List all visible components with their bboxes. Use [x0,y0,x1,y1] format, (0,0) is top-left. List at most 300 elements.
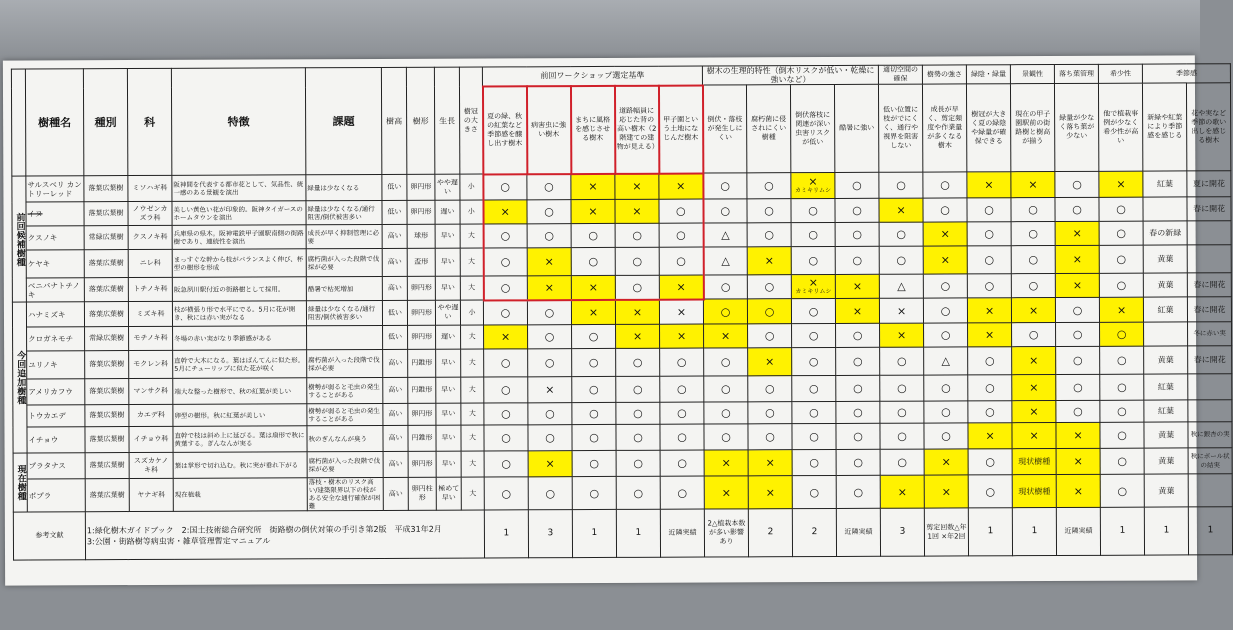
rating-cell: ○ [880,401,924,423]
tree-name: イヌ [26,202,84,226]
rating-cell: × [571,173,615,199]
ws-criteria-header-2: まちに風格を感じさせる樹木 [570,85,614,173]
tree-family: トチノキ科 [128,277,172,301]
rating-cell: △ [879,274,923,298]
tree-growth: 早い [435,248,460,276]
rating-cell: ○ [528,477,572,510]
physiology-criteria-header-0: 倒伏・落枝が発生しにくい [703,85,747,173]
tree-crown: 大 [461,325,484,349]
tree-feature: 卵型の樹形。秋に紅葉が美しい [173,404,307,427]
rating-cell: △ [703,223,747,247]
tree-family: ノウゼンカズラ科 [128,201,172,225]
rating-cell: × [1012,347,1056,375]
rating-cell: ○ [747,199,791,223]
tree-feature: 阪神間を代表する都市花として、気品性、統一感のある景観を演出 [172,175,306,202]
reference-source: 1 [1188,507,1232,555]
ws-criteria-header-3: 道路幅員に応じた背の高い樹木（2階建ての建物が見える） [614,85,658,173]
tree-kind: 落葉広葉樹 [85,405,129,427]
rating-cell: ○ [748,402,792,424]
rating-cell: ○ [616,476,660,509]
rating-symbol: × [808,275,819,289]
rating-cell: ○ [1100,422,1144,448]
rating-cell: ○ [1055,297,1099,322]
tree-issue: 秋のぎんなんが臭う [307,425,383,451]
rating-cell: ○ [836,475,880,508]
rating-cell: ○ [1100,322,1144,346]
tree-form: 円錐形 [408,349,436,377]
rating-cell: ○ [1056,322,1100,346]
tree-issue: 緑量は少なくなる/通行阻害/倒伏被害多い [306,200,382,224]
rating-cell: × [1012,401,1056,423]
rating-cell: ○ [792,423,836,449]
rating-cell: ○ [704,402,748,424]
tree-feature: 枝が横張り形で水平にでる。5月に花が開き、秋には赤い実がなる [172,301,306,327]
tree-form: 卵円形 [407,200,435,224]
rating-cell: 春の新緑 [1143,221,1187,245]
header-height: 樹高 [381,67,406,174]
rating-cell: × [748,348,792,376]
tree-kind: 落葉広葉樹 [84,202,128,226]
reference-line-2: 3:公園・街路樹等病虫害・雑草管理暫定マニュアル [86,535,271,546]
tree-name: ユリノキ [27,351,85,379]
tree-crown: 小 [460,300,483,325]
rating-cell: ○ [615,247,659,275]
leaf-criteria-header: 緑量が少なく落ち葉が少ない [1055,83,1099,171]
rating-cell: ○ [923,198,967,222]
tree-crown: 大 [460,224,483,248]
reference-source: 2 [748,509,792,557]
rating-cell [1143,197,1187,221]
tree-form: 円錐形 [408,425,436,451]
reference-source: 1 [616,509,660,557]
rating-cell: × [880,323,924,347]
rating-cell: ○ [967,246,1011,274]
rating-cell: ○ [924,423,968,449]
reference-row [13,507,1232,560]
header-growth: 生長 [434,67,459,174]
rating-cell: ○ [484,377,528,403]
tree-issue: 腐朽菌が入った段階で伐採が必要 [307,349,383,377]
reference-source: 1 [484,510,528,558]
rating-cell: × [1055,273,1099,297]
rating-cell: ○ [703,299,747,324]
tree-issue: 樹勢が弱ると毛虫の発生することがある [307,377,383,403]
group-label: 今回追加樹種 [12,302,27,453]
rating-cell: ○ [1055,171,1099,197]
tree-name: イチョウ [27,427,85,453]
rating-cell: ○ [484,403,528,425]
rating-cell: ○ [836,347,880,375]
rating-cell: △ [924,347,968,375]
rating-cell: 紅葉 [1143,297,1187,322]
rating-cell: × [967,298,1011,323]
tree-family: イチョウ科 [129,426,173,452]
rating-cell: × [659,299,703,324]
rating-cell: ○ [484,477,528,510]
ws-criteria-header-4: 甲子園という土地になじんだ樹木 [658,85,702,173]
rating-cell: ○ [792,375,836,401]
tree-growth: 遅い [435,200,460,224]
rating-cell: ○ [1055,197,1099,221]
rating-cell: ○ [615,275,659,299]
reference-source: 1 [572,509,616,557]
tree-growth: 早い [436,349,461,377]
rating-cell: ○ [527,224,571,248]
rating-cell: ○ [880,347,924,375]
tree-growth: 遅い [436,325,461,349]
tree-crown: 大 [460,276,483,300]
tree-issue: 落枝・樹木のリスク高い/建築限界以下の枝がある安全な通行確保が困難 [307,477,383,510]
header-group-scene: 景観性 [1010,65,1054,84]
physiology-criteria-header-1: 腐朽菌に侵されにくい樹種 [747,85,791,173]
tree-issue: 酷暑で枯死増加 [306,276,382,300]
rating-cell: 夏に開花 [1187,171,1231,197]
header-group-rare: 希少性 [1098,64,1142,83]
scene-criteria-header: 現在の甲子園駅前の街路樹と樹高が揃う [1011,84,1055,172]
rating-cell: ○ [747,223,791,247]
rating-cell: ○ [572,450,616,476]
rating-cell: 春に開花 [1187,297,1231,322]
rating-cell: ○ [571,247,615,275]
rating-cell: ○ [792,475,836,508]
rating-cell: ○ [1100,448,1144,474]
rating-cell: 黄葉 [1143,273,1187,297]
tree-name: アメリカフウ [27,379,85,405]
tree-family: カエデ科 [129,404,173,426]
rating-cell: × [571,199,615,223]
tree-family: ミズキ科 [128,301,172,326]
rating-cell: ○ [703,275,747,299]
physiology-criteria-header-2: 倒伏落枝に関連が深い虫害リスクが低い [791,84,835,172]
tree-height: 低い [382,174,407,200]
season-criteria-header-0: 新緑や紅葉により季節感を感じる [1143,83,1187,171]
tree-growth: やや遅い [435,174,460,200]
tree-form: 球形 [407,224,435,248]
rating-cell: ○ [528,325,572,349]
rating-cell: × [484,325,528,349]
rating-cell: ○ [572,402,616,424]
reference-source: 1 [1012,508,1056,556]
rating-cell: 黄葉 [1144,422,1188,448]
rating-cell [1188,374,1232,400]
rating-cell: ○ [835,198,879,222]
rating-cell: 紅葉 [1144,374,1188,400]
reference-source: 2△植栽本数が多い影響あり [704,509,748,557]
rating-cell [1188,474,1232,507]
tree-feature: 阪急夙川駅付近の街路樹として採用。 [172,277,306,302]
rating-cell: ○ [968,347,1012,375]
rating-cell: ○ [1099,245,1143,273]
rating-cell: × [835,298,879,323]
reference-source: 3 [528,510,572,558]
rating-cell: ○ [616,424,660,450]
rating-cell: × [879,198,923,222]
rating-cell: ○ [704,348,748,376]
tree-kind: 落葉広葉樹 [84,250,128,278]
rating-cell: ○ [703,199,747,223]
reference-source: 剪定回数△年1回 ×年2回 [924,508,968,556]
rating-cell: × [483,200,527,224]
rating-cell: ○ [572,324,616,348]
rating-cell: ○ [572,376,616,402]
rating-cell: × [527,248,571,276]
rating-cell: × [835,274,879,298]
header-group-workshop: 前回ワークショップ選定基準 [482,66,702,86]
rating-cell: × [1055,221,1099,245]
rating-cell: ○ [791,298,835,323]
tree-feature: 現在植栽 [173,478,307,512]
tree-height: 高い [383,349,408,377]
rating-cell: ○ [1100,474,1144,507]
rating-cell: 紅葉 [1144,400,1188,422]
header-group-vigor: 樹勢の強さ [922,65,966,84]
tree-name: クロガネモチ [27,327,85,351]
rating-symbol: × [808,174,818,188]
rating-cell: ○ [835,246,879,274]
tree-feature: 兵庫県の県木。阪神電鉄甲子園駅南側の街路樹であり、連続性を演出 [172,225,306,250]
rating-cell: ○ [616,376,660,402]
tree-family: モチノキ科 [129,326,173,350]
tree-issue: 腐朽菌が入った段階で伐採が必要 [306,248,382,276]
tree-growth: 早い [436,403,461,425]
rating-cell: × [1012,375,1056,401]
tree-kind: 落葉広葉樹 [84,302,128,327]
tree-crown: 大 [461,349,484,377]
rating-cell: ○ [792,323,836,347]
tree-feature: まっすぐな幹から枝がバランスよく伸び、杯型の樹形を形成 [172,249,306,278]
rating-cell: ○ [660,424,704,450]
rating-cell [1188,400,1232,422]
ws-criteria-header-0: 夏の緑、秋の紅葉など季節感を醸し出す樹木 [482,86,526,174]
rating-cell: ○ [1099,273,1143,297]
rating-cell: ○ [527,200,571,224]
rating-cell: ○ [968,375,1012,401]
rating-cell: ○ [659,199,703,223]
rating-cell: ○ [968,475,1012,508]
rating-cell: ○ [616,450,660,476]
rating-cell: × [967,172,1011,198]
rating-cell: ○ [616,348,660,376]
rating-cell: × [659,275,703,299]
tree-growth: 早い [436,425,461,451]
header-form: 樹形 [406,67,434,174]
rating-cell: × [880,475,924,508]
header-issue: 課題 [305,67,381,174]
rating-cell: ○ [483,248,527,276]
rating-cell: 紅葉 [1143,171,1187,197]
header-family: 科 [127,68,171,175]
tree-family: スズカケノキ科 [129,452,173,478]
tree-height: 高い [383,403,408,425]
rating-cell: ○ [1100,374,1144,400]
rating-cell: 春に開花 [1187,197,1231,221]
rare-criteria-header: 他で植栽事例が少なく希少性が高い [1099,83,1143,171]
rating-cell: × [1056,474,1100,507]
tree-issue: 緑量は少なくなる/通行阻害/倒伏被害多い [306,300,382,325]
rating-cell: ○ [572,476,616,509]
tree-issue: 緑量は少なくなる [306,174,382,200]
rating-cell: ○ [791,222,835,246]
header-group-physiology: 樹木の生理的特性（倒木リスクが低い・乾燥に強いなど） [702,65,878,85]
tree-family: モクレン科 [129,350,173,378]
rating-cell: 春に開花 [1188,346,1232,374]
background-wall [0,0,1200,58]
rating-cell: × [924,475,968,508]
tree-growth: 早い [436,451,461,477]
rating-cell: ○ [967,222,1011,246]
season-criteria-header-1: 花や実など季節の歌い出しを感じる樹木 [1187,83,1231,171]
rating-cell: × [1099,297,1143,322]
tree-feature: 直幹で枝は斜め上に延びる。葉は扇形で秋に黄葉する。ぎんなんが実る [173,426,307,453]
rating-cell: 秋に銀杏の実 [1188,422,1232,448]
rating-cell: × [528,377,572,403]
tree-kind: 落葉広葉樹 [85,351,129,379]
reference-source: 1 [968,508,1012,556]
tree-height: 高い [382,276,407,300]
rating-cell: ○ [484,349,528,377]
rating-cell: ○ [880,423,924,449]
rating-cell: × [747,247,791,275]
rating-cell: ○ [1056,346,1100,374]
group-header-blank [11,69,25,176]
tree-issue: 樹勢が弱ると毛虫の発生することがある [307,403,383,425]
rating-cell: ○ [748,376,792,402]
rating-cell: ○ [747,275,791,299]
tree-form: 卵円形 [408,325,436,349]
tree-name: サルスベリ カントリーレッド [26,176,84,202]
tree-name: ハナミズキ [26,302,84,327]
tree-height: 高い [383,425,408,451]
tree-kind: 落葉広葉樹 [85,427,129,453]
group-label: 現在樹種 [13,453,27,512]
rating-cell: ○ [923,274,967,298]
rating-cell: 黄葉 [1144,346,1188,374]
rating-cell: ○ [879,246,923,274]
tree-feature: 冬場の赤い実がなり季節感がある [173,326,307,351]
rating-cell: ○ [703,173,747,199]
rating-cell: ○ [924,323,968,347]
rating-cell: × [704,450,748,476]
rating-cell: ○ [660,348,704,376]
rating-cell: ○ [483,224,527,248]
rating-cell: ○ [527,174,571,200]
rating-cell: × [704,476,748,509]
reference-source: 2 [792,508,836,556]
reference-source: 近隣実績 [660,509,704,557]
rating-cell: × [1012,423,1056,449]
tree-form: 卵円形 [407,300,435,325]
rating-cell: ○ [967,198,1011,222]
rating-cell [791,172,835,198]
rating-cell: ○ [528,403,572,425]
rating-cell: × [1055,245,1099,273]
tree-feature: 直幹で大木になる。葉はばんてんに似た形。5月にチューリップに似た花が咲く [173,350,307,379]
rating-cell: ○ [747,173,791,199]
rating-cell: ○ [484,425,528,451]
rating-cell: ○ [748,424,792,450]
rating-cell: ○ [1056,374,1100,400]
reference-text [85,510,484,560]
header-kind: 種別 [83,69,127,176]
tree-feature: 葉は掌形で切れ込む。秋に実が垂れ下がる [173,452,307,479]
rating-cell: × [615,299,659,324]
tree-feature: 端大な整った樹形で、秋の紅葉が美しい [173,378,307,405]
tree-kind: 落葉広葉樹 [85,379,129,405]
tree-name: プラタナス [27,453,85,479]
rating-cell: ○ [835,172,879,198]
rating-cell: ○ [748,324,792,348]
tree-form: 卵円柱形 [408,477,436,510]
rating-cell: × [924,449,968,475]
rating-cell: × [1099,171,1143,197]
rating-cell: ○ [836,449,880,475]
tree-family: ニレ科 [128,249,172,277]
ws-criteria-header-1: 病害虫に強い樹木 [526,86,570,174]
tree-kind: 常緑広葉樹 [84,226,128,250]
tree-crown: 大 [461,477,484,510]
header-feature: 特徴 [171,68,305,176]
rating-cell: × [571,299,615,324]
rating-cell: ○ [527,300,571,325]
tree-issue: 腐朽菌が入った段階で伐採が必要 [307,451,383,477]
reference-source: 近隣実績 [836,508,880,556]
rating-cell: ○ [792,449,836,475]
rating-cell: × [616,324,660,348]
tree-form: 盃形 [407,248,435,276]
tree-crown: 大 [461,403,484,425]
rating-cell: ○ [1099,197,1143,221]
rating-cell: ○ [924,375,968,401]
rating-cell [1187,245,1231,273]
rating-cell: 現状樹種 [1012,449,1056,475]
rating-cell: ○ [792,401,836,423]
rating-cell: × [923,222,967,246]
rating-cell: ○ [484,451,528,477]
rating-cell: × [571,275,615,299]
rating-cell: × [968,323,1012,347]
reference-source: 近隣実績 [1056,507,1100,555]
rating-cell: ○ [660,476,704,509]
rating-cell: ○ [528,349,572,377]
rating-cell: ○ [659,247,703,275]
rating-cell: ○ [528,425,572,451]
rating-cell: ○ [1100,400,1144,422]
header-crown: 樹冠の大きさ [459,67,482,174]
tree-height: 高い [383,377,408,403]
rating-cell: ○ [571,223,615,247]
rating-cell: ○ [616,402,660,424]
tree-form: 円錐形 [408,377,436,403]
rating-cell: × [704,324,748,348]
tree-family: ミソハギ科 [128,175,172,201]
rating-cell: ○ [659,223,703,247]
rating-cell: × [528,451,572,477]
rating-cell [1187,221,1231,245]
rating-cell: × [748,476,792,509]
tree-growth: 早い [435,224,460,248]
rating-cell: ○ [1012,323,1056,347]
rating-cell: × [615,173,659,199]
rating-cell: ○ [836,401,880,423]
rating-cell: ○ [923,298,967,323]
rating-cell: × [1011,172,1055,198]
rating-cell: ○ [572,348,616,376]
tree-crown: 小 [460,200,483,224]
rating-cell: ○ [791,198,835,222]
rating-cell: ○ [615,223,659,247]
tree-kind: 落葉広葉樹 [85,479,129,512]
physiology-criteria-header-3: 酷暑に強い [835,84,879,172]
